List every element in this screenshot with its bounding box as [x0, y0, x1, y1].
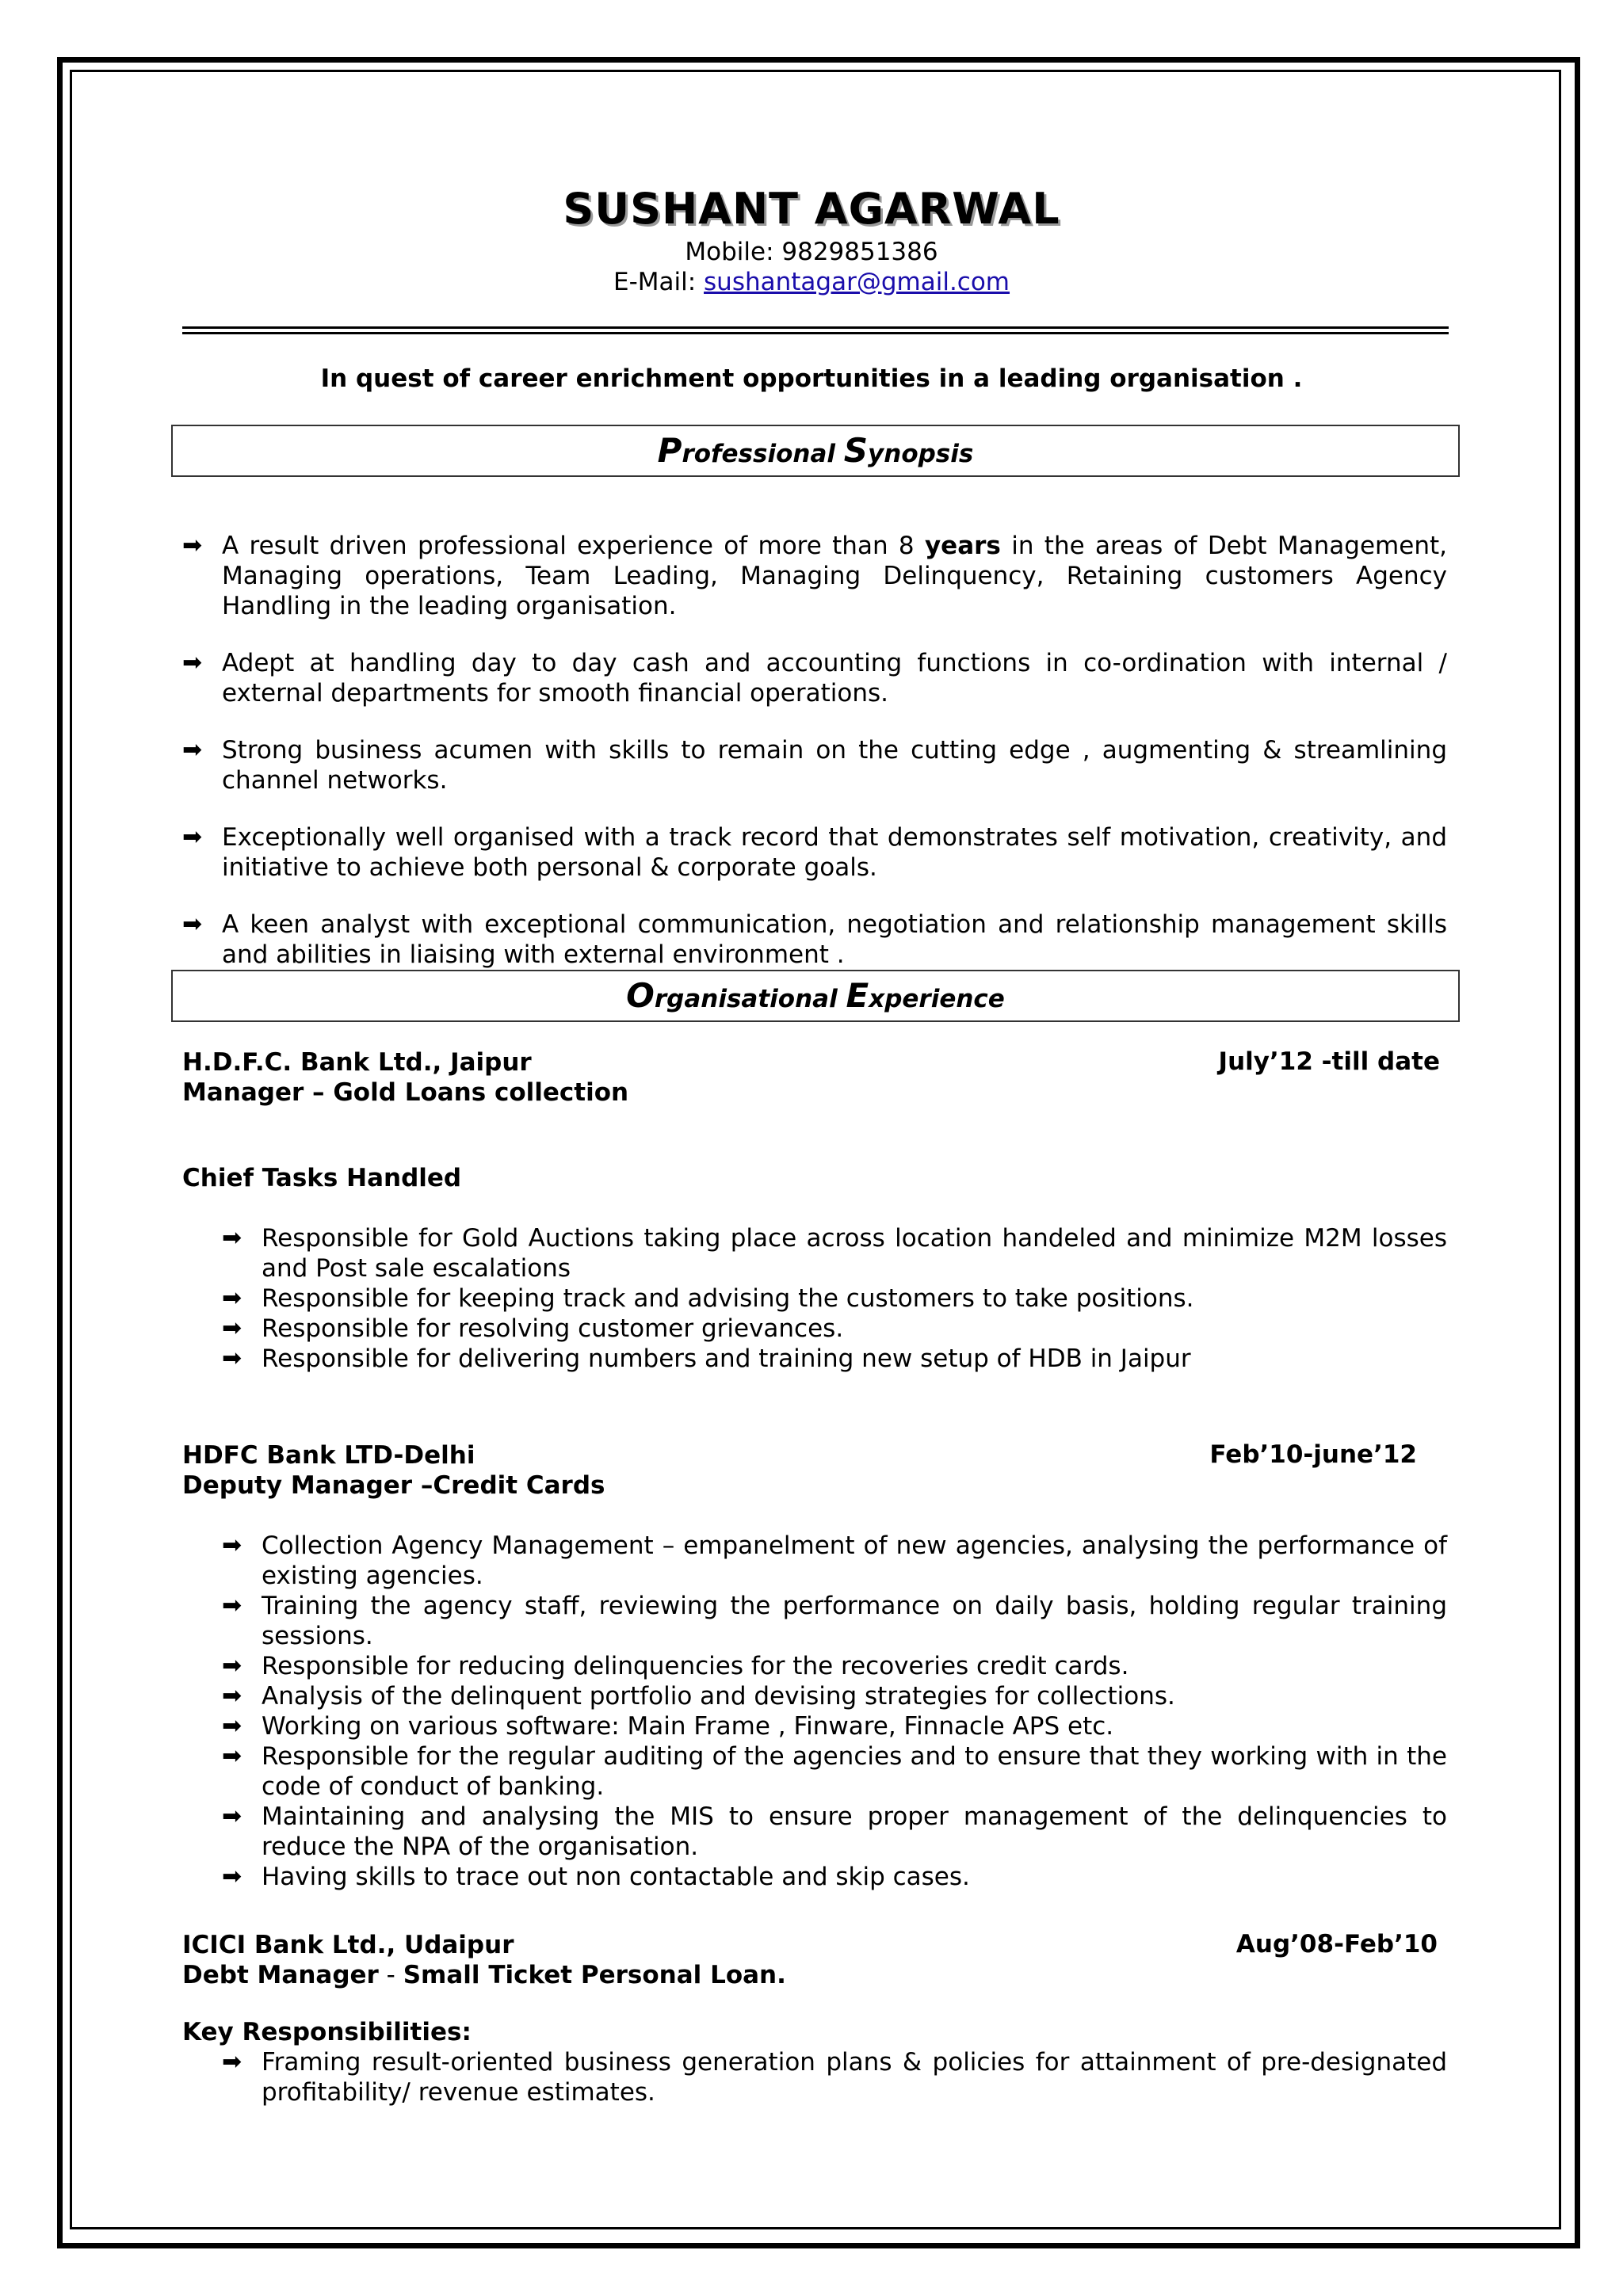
arrow-right-icon: ➡	[222, 1344, 242, 1372]
task-item: ➡ Responsible for Gold Auctions taking place across location handeled and minimize M2M losses and Post sale escalations	[222, 1224, 1447, 1283]
synopsis-item: ➡ A result driven professional experience of more than 8 years in the areas of Debt Management, Managing operations, Team Leading, Managing Delinquency, Retaining customers Agency Handling in the leading organisation.	[182, 532, 1447, 620]
task-item: ➡ Maintaining and analysing the MIS to ensure proper management of the delinquencies to reduce the NPA of the organisation.	[222, 1802, 1447, 1861]
arrow-right-icon: ➡	[222, 1224, 242, 1252]
job-role: Deputy Manager –Credit Cards	[182, 1471, 605, 1500]
job-dates: July’12 -till date	[1218, 1047, 1440, 1076]
task-item: ➡ Responsible for reducing delinquencies for the recoveries credit cards.	[222, 1652, 1129, 1680]
section-title-text: ynopsis	[868, 440, 974, 468]
section-title-cap: O	[626, 976, 655, 1015]
email-link[interactable]: sushantagar@gmail.com	[704, 268, 1010, 296]
arrow-right-icon: ➡	[222, 1531, 242, 1559]
email-label: E-Mail:	[613, 268, 697, 296]
mobile-number: 9829851386	[781, 238, 938, 266]
task-item: ➡ Framing result-oriented business generation plans & policies for attainment of pre-designated profitability/ revenue estimates.	[222, 2048, 1447, 2107]
task-item: ➡ Analysis of the delinquent portfolio and devising strategies for collections.	[222, 1682, 1175, 1711]
synopsis-item: ➡ A keen analyst with exceptional communication, negotiation and relationship management skills and abilities in liaising with external environment .	[182, 910, 1447, 969]
header-divider-top	[182, 326, 1449, 329]
job-task-list	[222, 1223, 1447, 1374]
task-item: ➡ Responsible for the regular auditing of the agencies and to ensure that they working with in the code of conduct of banking.	[222, 1742, 1447, 1801]
mobile-label: Mobile:	[685, 238, 774, 266]
section-title-cap: E	[846, 976, 869, 1015]
arrow-right-icon: ➡	[222, 1863, 242, 1890]
arrow-right-icon: ➡	[222, 1652, 242, 1680]
email-line	[0, 268, 1623, 296]
job-task-list	[222, 1531, 1447, 1892]
section-professional-synopsis	[171, 425, 1460, 477]
task-item: ➡ Responsible for resolving customer grievances.	[222, 1314, 844, 1343]
career-objective: In quest of career enrichment opportunities in a leading organisation .	[320, 364, 1303, 393]
job-company: ICICI Bank Ltd., Udaipur	[182, 1931, 514, 1959]
candidate-name: SUSHANT AGARWAL	[563, 184, 1060, 234]
mobile-line	[0, 238, 1623, 266]
task-item: ➡ Collection Agency Management – empanelment of new agencies, analysing the performance of existing agencies.	[222, 1531, 1447, 1590]
task-item: ➡ Working on various software: Main Frame , Finware, Finnacle APS etc.	[222, 1712, 1114, 1741]
section-title-text: xperience	[869, 985, 1005, 1013]
page-border-inner	[70, 70, 1561, 2229]
synopsis-list	[182, 531, 1447, 970]
arrow-right-icon: ➡	[222, 1314, 242, 1342]
arrow-right-icon: ➡	[222, 1682, 242, 1710]
job-subheading: Chief Tasks Handled	[182, 1164, 462, 1192]
job-company: H.D.F.C. Bank Ltd., Jaipur	[182, 1048, 532, 1077]
arrow-right-icon: ➡	[182, 823, 203, 851]
arrow-right-icon: ➡	[182, 649, 203, 677]
arrow-right-icon: ➡	[182, 910, 203, 938]
job-role: Debt Manager - Small Ticket Personal Loan.	[182, 1961, 786, 1989]
arrow-right-icon: ➡	[222, 1284, 242, 1312]
arrow-right-icon: ➡	[222, 1802, 242, 1830]
arrow-right-icon: ➡	[222, 1592, 242, 1619]
arrow-right-icon: ➡	[182, 532, 203, 559]
section-organisational-experience	[171, 970, 1460, 1022]
task-item: ➡ Responsible for delivering numbers and training new setup of HDB in Jaipur	[222, 1344, 1191, 1373]
job-dates: Aug’08-Feb’10	[1235, 1930, 1438, 1958]
synopsis-item: ➡ Adept at handling day to day cash and accounting functions in co-ordination with internal / external departments for smooth financial operations.	[182, 649, 1447, 707]
task-item: ➡ Responsible for keeping track and advising the customers to take positions.	[222, 1284, 1194, 1313]
arrow-right-icon: ➡	[182, 736, 203, 764]
job-role: Manager – Gold Loans collection	[182, 1078, 629, 1107]
job-subheading: Key Responsibilities:	[182, 2018, 472, 2046]
job-dates: Feb’10-june’12	[1209, 1440, 1417, 1469]
arrow-right-icon: ➡	[222, 2048, 242, 2076]
section-title-text: rofessional	[682, 440, 844, 468]
arrow-right-icon: ➡	[222, 1712, 242, 1740]
header-divider-bottom	[182, 332, 1449, 334]
arrow-right-icon: ➡	[222, 1742, 242, 1770]
job-task-list	[222, 2047, 1447, 2107]
task-item: ➡ Training the agency staff, reviewing the performance on daily basis, holding regular training sessions.	[222, 1592, 1447, 1650]
job-company: HDFC Bank LTD-Delhi	[182, 1441, 475, 1470]
task-item: ➡ Having skills to trace out non contactable and skip cases.	[222, 1863, 970, 1891]
section-title-cap: P	[657, 431, 682, 470]
synopsis-item: ➡ Exceptionally well organised with a track record that demonstrates self motivation, creativity, and initiative to achieve both personal & corporate goals.	[182, 823, 1447, 882]
synopsis-item: ➡ Strong business acumen with skills to remain on the cutting edge , augmenting & streamlining channel networks.	[182, 736, 1447, 795]
section-title-text: rganisational	[654, 985, 846, 1013]
section-title-cap: S	[843, 431, 869, 470]
